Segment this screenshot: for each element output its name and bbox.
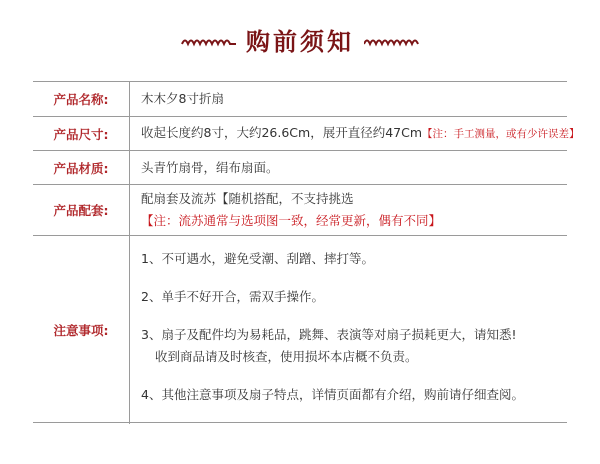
product-size-label: 产品尺寸: — [33, 117, 130, 150]
product-material-label: 产品材质: — [33, 151, 130, 184]
product-name-text: 木木夕8寸折扇 — [141, 91, 224, 106]
product-accessories-value — [130, 185, 567, 235]
note-item: 4、其他注意事项及扇子特点，详情页面都有介绍，购前请仔细查阅。 — [141, 387, 524, 402]
product-name-label: 产品名称: — [33, 82, 130, 116]
product-name-value — [130, 82, 567, 116]
product-info-table — [33, 81, 580, 423]
product-size-value — [130, 117, 580, 150]
row-product-name — [33, 82, 567, 117]
note-item: 2、单手不好开合，需双手操作。 — [141, 289, 324, 304]
note-item: 3、扇子及配件均为易耗品，跳舞、表演等对扇子损耗更大，请知悉! — [141, 327, 517, 342]
note-item: 收到商品请及时核查，使用损坏本店概不负责。 — [155, 349, 418, 364]
note-item: 1、不可遇水，避免受潮、刮蹭、摔打等。 — [141, 251, 374, 266]
product-size-note: 【注：手工测量，或有少许误差】 — [422, 128, 580, 140]
product-material-value — [130, 151, 567, 184]
product-size-text: 收起长度约8寸，大约26.6Cm，展开直径约47Cm — [141, 125, 423, 140]
row-notes — [33, 236, 567, 424]
right-swirl-ornament-icon — [364, 35, 420, 49]
product-accessories-line2: 【注：流苏通常与选项图一致，经常更新，偶有不同】 — [141, 213, 442, 228]
row-product-accessories — [33, 185, 567, 236]
page-title: 购前须知 — [246, 27, 354, 56]
notes-list — [130, 236, 567, 424]
row-product-material — [33, 151, 567, 185]
product-accessories-line1: 配扇套及流苏【随机搭配，不支持挑选 — [141, 191, 354, 206]
product-material-text: 头青竹扇骨，绢布扇面。 — [141, 159, 279, 175]
notes-label: 注意事项: — [33, 236, 130, 424]
left-swirl-ornament-icon — [180, 35, 236, 49]
row-product-size — [33, 117, 580, 151]
product-accessories-label: 产品配套: — [33, 185, 130, 235]
header — [0, 22, 600, 62]
